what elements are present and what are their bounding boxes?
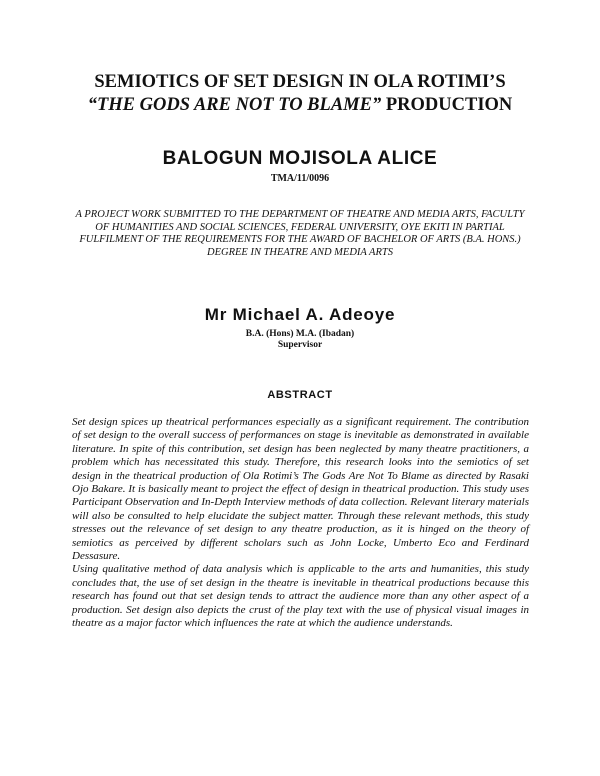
supervisor-role: Supervisor — [277, 340, 323, 350]
title-line-2-rest: PRODUCTION — [381, 95, 513, 115]
author-name: BALOGUN MOJISOLA ALICE — [162, 148, 438, 169]
title-play-name: “THE GODS ARE NOT TO BLAME” — [87, 95, 382, 115]
supervisor-credentials: B.A. (Hons) M.A. (Ibadan) — [245, 329, 355, 339]
abstract-paragraph-2: Using qualitative method of data analysis which is applicable to the arts and humanities, this study concludes that, the use of set design in the theatre is inevitable in theatrical productions because this research has found out that set design tends to attract the audience more than any other aspect of a production. Set design also depicts the crust of the play text with the use of physical visual images in theatre as a major factor which influences the rate at which the audience understands. — [72, 563, 529, 630]
title-line-1: SEMIOTICS OF SET DESIGN IN OLA ROTIMI’S — [94, 72, 506, 92]
title-line-2 — [40, 94, 560, 117]
author-reg-no: TMA/11/0096 — [270, 173, 330, 184]
project-statement: A PROJECT WORK SUBMITTED TO THE DEPARTMENT OF THEATRE AND MEDIA ARTS, FACULTY OF HUMANITIES AND SOCIAL SCIENCES, FEDERAL UNIVERSITY, OYE EKITI IN PARTIAL FULFILMENT OF THE REQUIREMENTS FOR THE AWARD OF BACHELOR OF ARTS (B.A. HONS.) DEGREE IN THEATRE AND MEDIA ARTS — [75, 209, 525, 258]
abstract-paragraph-1: Set design spices up theatrical performances especially as a significant requirement. The contribution of set design to the overall success of performances on stage is inevitable as demonstrated in available literature. In spite of this contribution, set design has been neglected by many theatre practitioners, a problem which has necessitated this study. Therefore, this research looks into the semiotics of set design in the theatrical production of Ola Rotimi’s The Gods Are Not To Blame as directed by Rasaki Ojo Bakare. It is basically meant to project the effect of design in theatrical production. This study uses Participant Observation and In-Depth Interview methods of data collection. Relevant literary materials will also be consulted to help elucidate the subject matter. Through these relevant methods, this study stresses out the relevance of set design to any theatre production, as it is hinged on the theory of semiotics as perceived by different scholars such as John Locke, Umberto Eco and Ferdinard Dessasure. — [72, 416, 529, 563]
abstract-heading: ABSTRACT — [267, 389, 333, 401]
abstract-body — [72, 416, 529, 631]
supervisor-credentials-block — [0, 329, 600, 351]
supervisor-name: Mr Michael A. Adeoye — [204, 305, 396, 324]
